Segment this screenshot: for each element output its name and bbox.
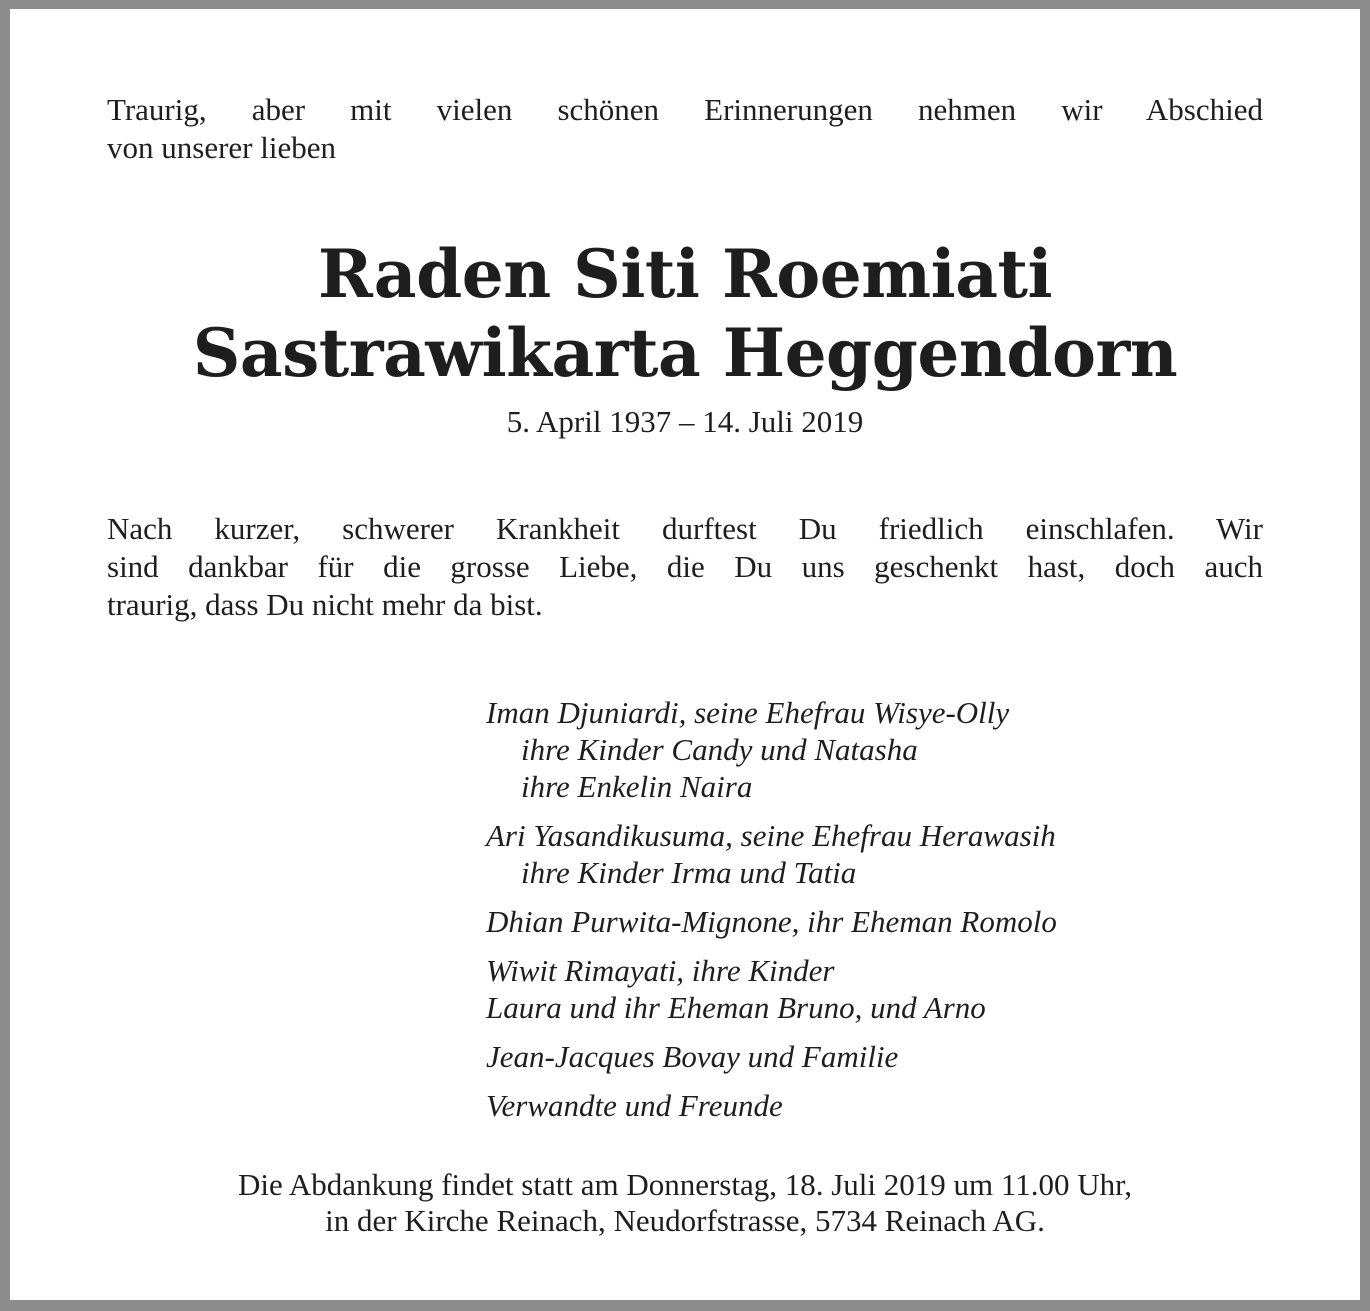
message-line-2: sind dankbar für die grosse Liebe, die Du uns geschenkt hast, doch auch — [107, 549, 1263, 584]
service-announcement — [0, 1167, 1370, 1239]
intro-line-2: von unserer lieben — [107, 130, 336, 165]
mourner-line: Ari Yasandikusuma, seine Ehefrau Herawasih — [486, 818, 1056, 853]
mourner-group — [486, 1038, 1306, 1075]
mourner-group — [486, 952, 1306, 1026]
message-line-1: Nach kurzer, schwerer Krankheit durftest Du friedlich einschlafen. Wir — [107, 511, 1263, 546]
mourner-line: ihre Enkelin Naira — [521, 769, 753, 804]
life-dates: 5. April 1937 – 14. Juli 2019 — [506, 404, 864, 439]
deceased-name — [0, 235, 1370, 393]
mourner-line: ihre Kinder Candy und Natasha — [521, 732, 918, 767]
mourner-group — [486, 903, 1306, 940]
deceased-name-line-2: Sastrawikarta Heggendorn — [192, 314, 1178, 392]
mourner-line: Verwandte und Freunde — [486, 1088, 783, 1123]
deceased-name-line-1: Raden Siti Roemiati — [317, 235, 1053, 313]
mourner-line: ihre Kinder Irma und Tatia — [521, 855, 857, 890]
mourner-line: Dhian Purwita-Mignone, ihr Eheman Romolo — [486, 904, 1057, 939]
mourner-line: Laura und ihr Eheman Bruno, und Arno — [486, 990, 986, 1025]
mourners-list — [486, 694, 1306, 1136]
mourner-line: Iman Djuniardi, seine Ehefrau Wisye-Olly — [486, 695, 1010, 730]
intro-text — [107, 91, 1263, 167]
service-line-1: Die Abdankung findet statt am Donnerstag, 18. Juli 2019 um 11.00 Uhr, — [238, 1167, 1132, 1202]
message-line-3: traurig, dass Du nicht mehr da bist. — [107, 587, 543, 622]
service-line-2: in der Kirche Reinach, Neudorfstrasse, 5734 Reinach AG. — [325, 1203, 1045, 1238]
mourner-group — [486, 817, 1306, 891]
intro-line-1: Traurig, aber mit vielen schönen Erinnerungen nehmen wir Abschied — [107, 92, 1263, 127]
mourner-line: Wiwit Rimayati, ihre Kinder — [486, 953, 835, 988]
mourner-group — [486, 694, 1306, 805]
farewell-message — [107, 510, 1263, 624]
mourner-line: Jean-Jacques Bovay und Familie — [486, 1039, 899, 1074]
mourner-group — [486, 1087, 1306, 1124]
